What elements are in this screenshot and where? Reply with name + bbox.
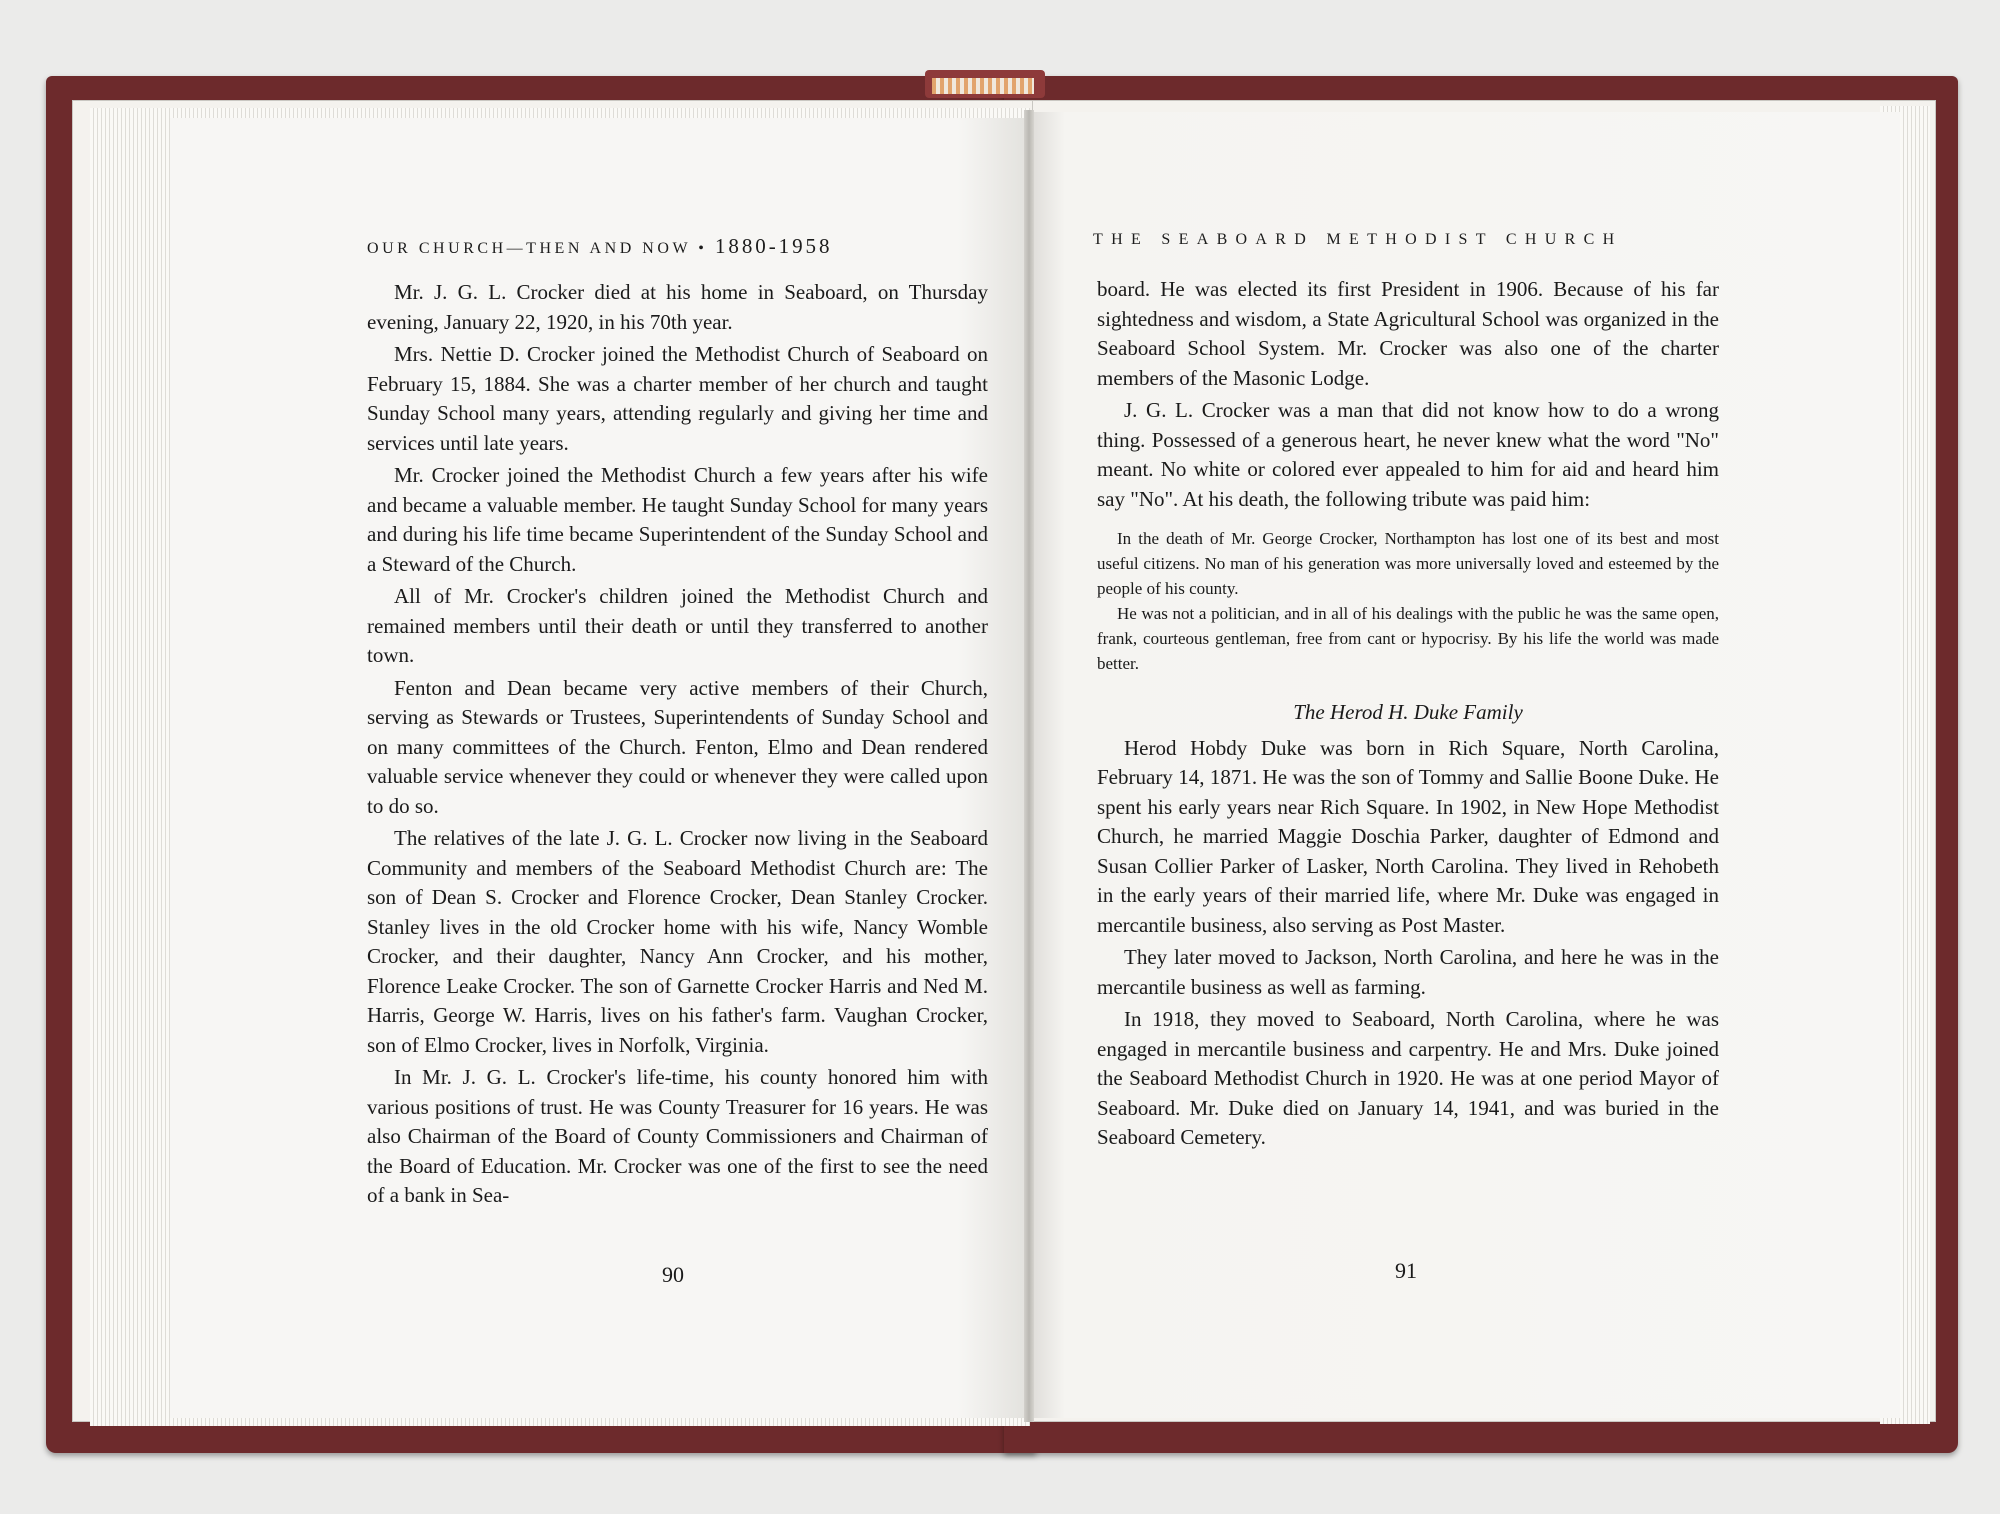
right-running-head: THE SEABOARD METHODIST CHURCH bbox=[1093, 231, 1623, 248]
left-running-head-title: OUR CHURCH—THEN AND NOW • bbox=[367, 240, 708, 257]
paragraph: Fenton and Dean became very active members of their Church, serving as Stewards or Trustees, Superintendents of Sunday School and on many committees of the Church. Fenton, Elmo and Dean rendered valuable service whenever they could or whenever they were called upon to do so. bbox=[367, 675, 988, 818]
section-title: The Herod H. Duke Family bbox=[1293, 700, 1523, 724]
quote-paragraph: He was not a politician, and in all of his dealings with the public he was the same open, frank, courteous gentleman, free from cant or hypocrisy. By his life the world was made better. bbox=[1097, 604, 1719, 673]
paragraph: Mrs. Nettie D. Crocker joined the Methodist Church of Seaboard on February 15, 1884. She was a charter member of her church and taught Sunday School many years, attending regularly and giving her time and services until late years. bbox=[367, 342, 988, 455]
right-page-number: 91 bbox=[1395, 1258, 1417, 1283]
paragraph: In Mr. J. G. L. Crocker's life-time, his county honored him with various positions of trust. He was County Treasurer for 16 years. He was also Chairman of the Board of County Commissioners and Chairman of the Board of Education. Mr. Crocker was one of the first to see the need of a bank in Sea- bbox=[367, 1065, 988, 1207]
left-running-head-years: 1880-1958 bbox=[714, 234, 833, 258]
tribute-quote bbox=[1097, 526, 1719, 676]
quote-paragraph: In the death of Mr. George Crocker, Northampton has lost one of its best and most useful citizens. No man of his generation was more universally loved and esteemed by the people of his county. bbox=[1097, 529, 1719, 598]
paragraph: J. G. L. Crocker was a man that did not know how to do a wrong thing. Possessed of a generous heart, he never knew what the word "No" meant. No white or colored ever appealed to him for aid and heard him say "No". At his death, the following tribute was paid him: bbox=[1097, 398, 1719, 511]
paragraph: Herod Hobdy Duke was born in Rich Square, North Carolina, February 14, 1871. He was the son of Tommy and Sallie Boone Duke. He spent his early years near Rich Square. In 1902, in New Hope Methodist Church, he married Maggie Doschia Parker, daughter of Edmond and Susan Collier Parker of Lasker, North Carolina. They lived in Rehobeth in the early years of their married life, where Mr. Duke was engaged in mercantile business, also serving as Post Master. bbox=[1097, 735, 1719, 937]
paragraph: In 1918, they moved to Seaboard, North Carolina, where he was engaged in mercantile business and carpentry. He and Mrs. Duke joined the Seaboard Methodist Church in 1920. He was at one period Mayor of Seaboard. Mr. Duke died on January 14, 1941, and was buried in the Seaboard Cemetery. bbox=[1097, 1007, 1719, 1149]
left-running-head bbox=[367, 234, 832, 259]
paragraph: Mr. Crocker joined the Methodist Church a few years after his wife and became a valuable member. He taught Sunday School for many years and during his life time became Superintendent of the Sunday School and a Steward of the Church. bbox=[367, 463, 988, 576]
left-page-number: 90 bbox=[662, 1262, 684, 1287]
paragraph: They later moved to Jackson, North Carolina, and here he was in the mercantile business as well as farming. bbox=[1097, 945, 1719, 999]
paragraph: All of Mr. Crocker's children joined the Methodist Church and remained members until their death or until they transferred to another town. bbox=[367, 584, 988, 667]
continued-paragraph: board. He was elected its first President in 1906. Because of his far sightedness and wisdom, a State Agricultural School was organized in the Seaboard School System. Mr. Crocker was also one of the charter members of the Masonic Lodge. bbox=[1097, 277, 1719, 390]
paragraph: The relatives of the late J. G. L. Crocker now living in the Seaboard Community and members of the Seaboard Methodist Church are: The son of Dean S. Crocker and Florence Crocker, Dean Stanley Crocker. Stanley lives in the old Crocker home with his wife, Nancy Womble Crocker, and their daughter, Nancy Ann Crocker, and his mother, Florence Leake Crocker. The son of Garnette Crocker Harris and Ned M. Harris, George W. Harris, lives on his father's farm. Vaughan Crocker, son of Elmo Crocker, lives in Norfolk, Virginia. bbox=[367, 826, 988, 1057]
book-gutter bbox=[1024, 110, 1034, 1422]
paragraph: Mr. J. G. L. Crocker died at his home in Seaboard, on Thursday evening, January 22, 1920, in his 70th year. bbox=[367, 280, 988, 334]
headband-stitching bbox=[932, 78, 1034, 94]
right-page-body bbox=[1097, 275, 1719, 1156]
left-page-body bbox=[367, 278, 988, 1214]
